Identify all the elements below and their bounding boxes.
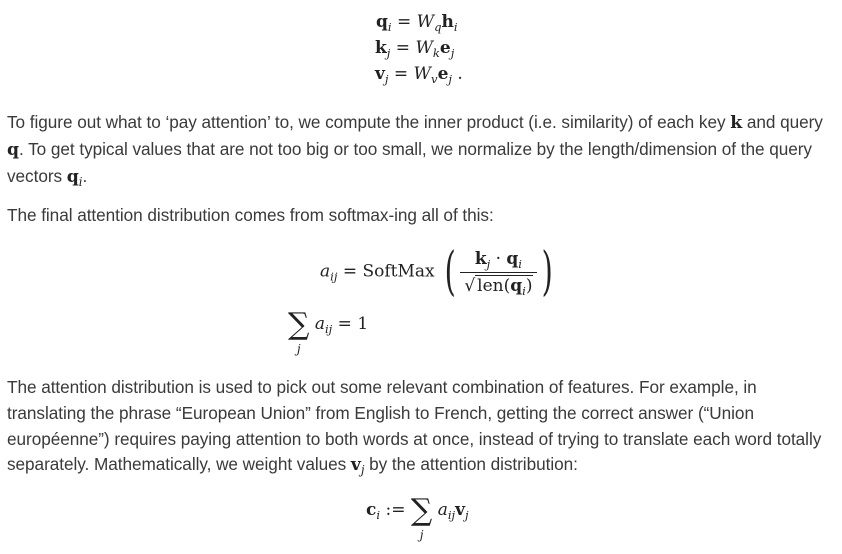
equation-q: $q_i = W_qh_i$ xyxy=(376,12,458,35)
equation-k: $k_j = W_ke_j$ xyxy=(375,38,455,61)
paragraph-attention-distribution: The attention distribution is used to pick out some relevant combination of features. For example, in translating the phrase “European Union” from English to French, getting the correct answer (“Union européenne”) requires paying attention to both words at once, instead of trying to translate each word totally separately. Mathematically, we weight values $v_j$ by the attention distribution: xyxy=(7,377,822,478)
equation-softmax: $a_{ij}$ = SoftMax ( $\frac{k_j \cdot q_i}{√ len(q_i)}$ ) xyxy=(320,242,553,302)
softmax-fraction: $\frac{k_j \cdot q_i}{√ len(q_i)}$ xyxy=(460,249,536,296)
paragraph-softmax-intro: The final attention distribution comes from softmax-ing all of this: xyxy=(7,205,494,225)
equation-context-vector: $c_i$ := ∑ j $a_{ij}v_j$ xyxy=(366,493,469,542)
equation-v: $v_j = W_ve_j$ . xyxy=(375,64,463,87)
equation-sum-to-one: ∑ j $a_{ij} = 1$ xyxy=(288,307,369,356)
paragraph-inner-product: To figure out what to ‘pay attention’ to, we compute the inner product (i.e. similarity) of each key k and query q. To get typical values that are not too big or too small, we normalize by the length/dimension of the query vectors $q_i$. xyxy=(7,112,823,189)
